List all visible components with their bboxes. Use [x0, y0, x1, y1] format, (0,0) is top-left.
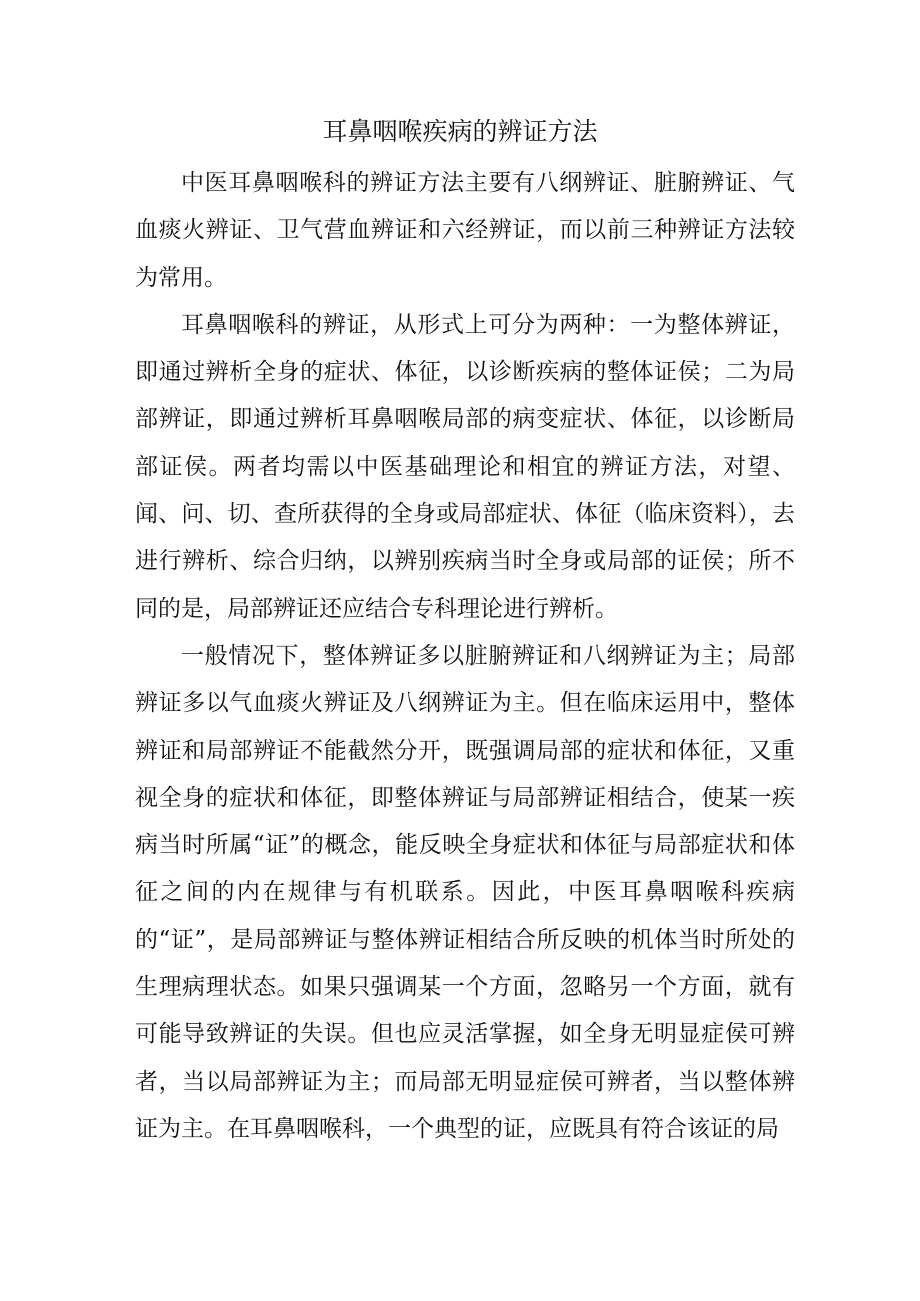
paragraph-2: 耳鼻咽喉科的辨证，从形式上可分为两种：一为整体辨证，即通过辨析全身的症状、体征，以诊断疾病的整体证侯；二为局部辨证，即通过辨析耳鼻咽喉局部的病变症状、体征，以诊断局部证侯。两者均需以中医基础理论和相宜的辨证方法，对望、闻、问、切、查所获得的全身或局部症状、体征（临床资料），去进行辨析、综合归纳，以辨别疾病当时全身或局部的证侯；所不同的是，局部辨证还应结合专科理论进行辨析。 — [135, 311, 795, 622]
paragraph-1: 中医耳鼻咽喉科的辨证方法主要有八纲辨证、脏腑辨证、气血痰火辨证、卫气营血辨证和六经辨证，而以前三种辨证方法较为常用。 — [135, 170, 795, 291]
paragraph-3: 一般情况下，整体辨证多以脏腑辨证和八纲辨证为主；局部辨证多以气血痰火辨证及八纲辨证为主。但在临床运用中，整体辨证和局部辨证不能截然分开，既强调局部的症状和体征，又重视全身的症状和体征，即整体辨证与局部辨证相结合，使某一疾病当时所属“证”的概念，能反映全身症状和体征与局部症状和体征之间的内在规律与有机联系。因此，中医耳鼻咽喉科疾病的“证”，是局部辨证与整体辨证相结合所反映的机体当时所处的生理病理状态。如果只强调某一个方面，忽略另一个方面，就有可能导致辨证的失误。但也应灵活掌握，如全身无明显症侯可辨者，当以局部辨证为主；而局部无明显症侯可辨者，当以整体辨证为主。在耳鼻咽喉科，一个典型的证，应既具有符合该证的局 — [135, 642, 795, 1142]
document-title: 耳鼻咽喉疾病的辨证方法 — [322, 117, 598, 146]
document-body — [135, 160, 795, 1153]
